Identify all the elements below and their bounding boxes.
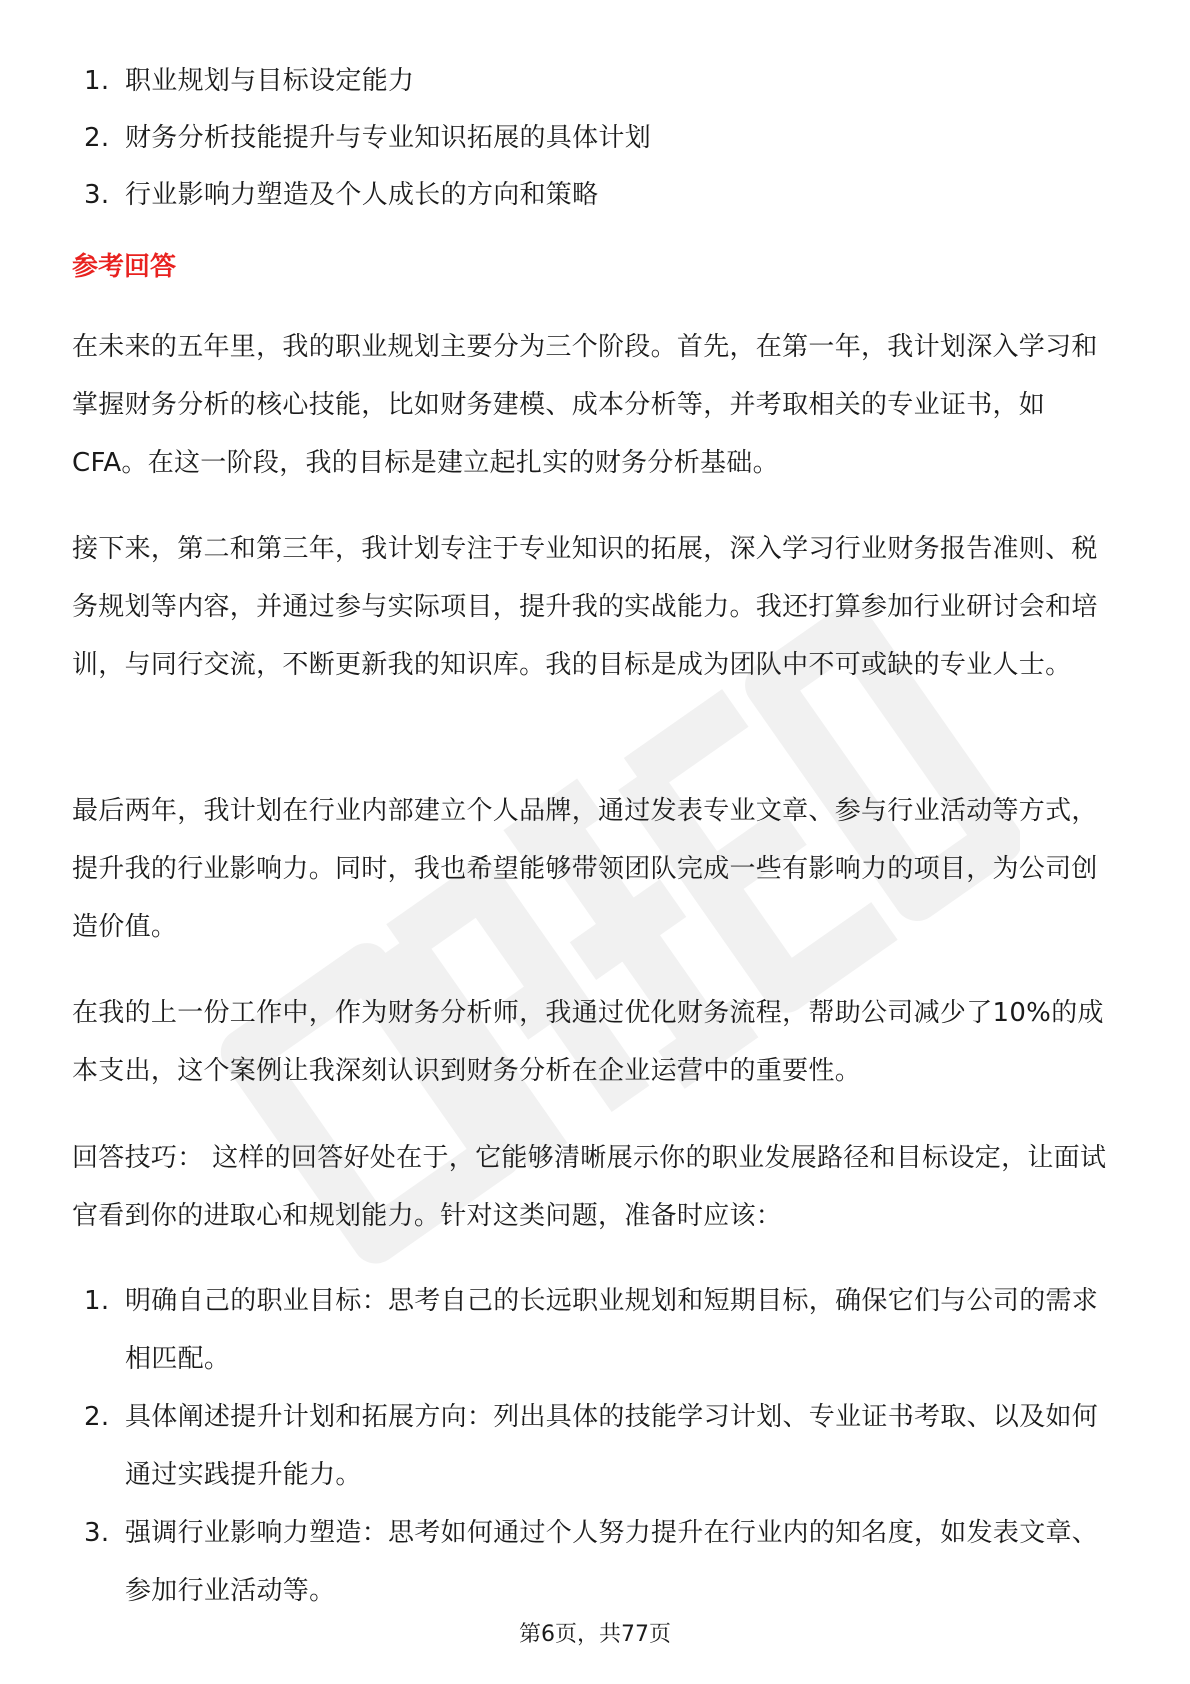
- list-item: [84, 53, 1124, 110]
- paragraph-years-two-three: 接下来，第二和第三年，我计划专注于专业知识的拓展，深入学习行业财务报告准则、税务规划等内容，并通过参与实际项目，提升我的实战能力。我还打算参加行业研讨会和培训，与同行交流，不断更新我的知识库。我的目标是成为团队中不可或缺的专业人士。: [72, 534, 1098, 680]
- list-item: [84, 1504, 1124, 1620]
- tips-list: [84, 1272, 1124, 1620]
- list-item-number: 3.: [84, 180, 110, 210]
- list-item-number: 2.: [84, 123, 110, 153]
- list-item: [84, 110, 1124, 167]
- list-item-text: 具体阐述提升计划和拓展方向：列出具体的技能学习计划、专业证书考取、以及如何通过实践提升能力。: [125, 1402, 1099, 1490]
- list-item-text: 职业规划与目标设定能力: [125, 66, 415, 96]
- list-item-number: 1.: [84, 1286, 110, 1316]
- answer-heading: 参考回答: [72, 252, 177, 282]
- page-number-footer: 第6页，共77页: [519, 1622, 671, 1647]
- list-item: [84, 1388, 1124, 1504]
- list-item-text: 行业影响力塑造及个人成长的方向和策略: [125, 180, 599, 210]
- question-points-list: [84, 53, 1124, 224]
- list-item-number: 2.: [84, 1402, 110, 1432]
- paragraph-past-experience: 在我的上一份工作中，作为财务分析师，我通过优化财务流程，帮助公司减少了10%的成本支出，这个案例让我深刻认识到财务分析在企业运营中的重要性。: [72, 998, 1104, 1086]
- paragraph-final-years: 最后两年，我计划在行业内部建立个人品牌，通过发表专业文章、参与行业活动等方式，提升我的行业影响力。同时，我也希望能够带领团队完成一些有影响力的项目，为公司创造价值。: [72, 796, 1098, 942]
- paragraph-year-one: 在未来的五年里，我的职业规划主要分为三个阶段。首先，在第一年，我计划深入学习和掌握财务分析的核心技能，比如财务建模、成本分析等，并考取相关的专业证书，如CFA。在这一阶段，我的目标是建立起扎实的财务分析基础。: [72, 332, 1098, 478]
- list-item-text: 财务分析技能提升与专业知识拓展的具体计划: [125, 123, 652, 153]
- list-item: [84, 167, 1124, 224]
- list-item-text: 强调行业影响力塑造：思考如何通过个人努力提升在行业内的知名度，如发表文章、参加行业活动等。: [125, 1518, 1099, 1606]
- list-item: [84, 1272, 1124, 1388]
- paragraph-answer-tips: 回答技巧： 这样的回答好处在于，它能够清晰展示你的职业发展路径和目标设定，让面试官看到你的进取心和规划能力。针对这类问题，准备时应该：: [72, 1143, 1107, 1231]
- list-item-number: 3.: [84, 1518, 110, 1548]
- list-item-number: 1.: [84, 66, 110, 96]
- list-item-text: 明确自己的职业目标：思考自己的长远职业规划和短期目标，确保它们与公司的需求相匹配。: [125, 1286, 1099, 1374]
